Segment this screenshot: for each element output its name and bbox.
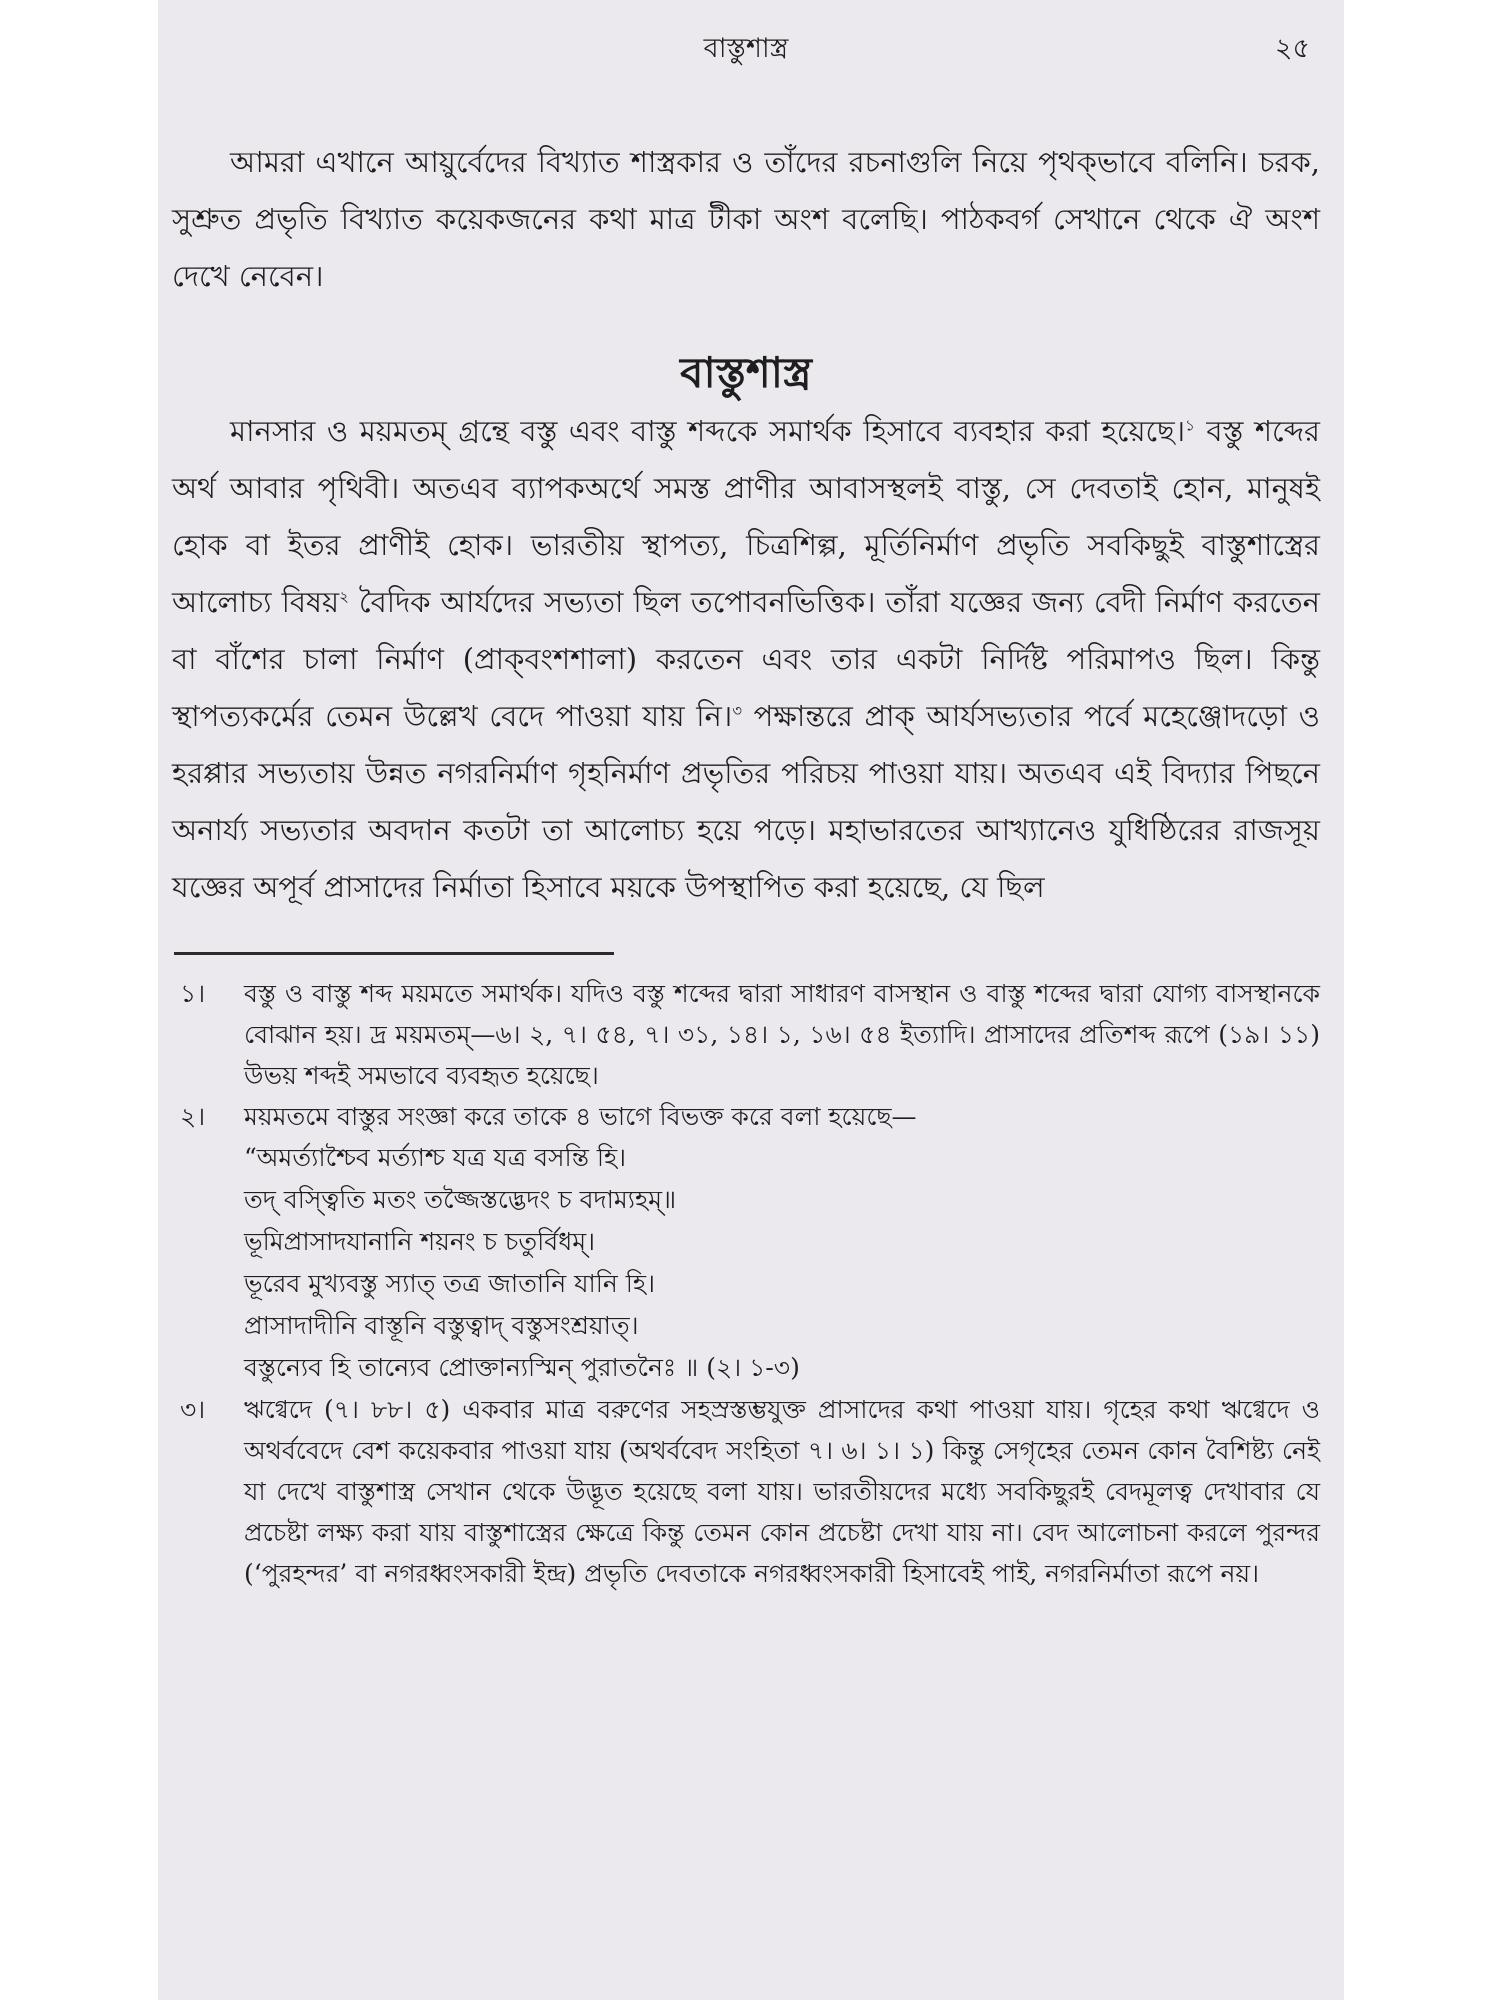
footnote-number: ১।: [180, 979, 206, 1008]
footnote-text: বস্তু ও বাস্তু শব্দ ময়মতে সমার্থক। যদিও বস্তু শব্দের দ্বারা সাধারণ বাসস্থান ও বাস্তু শব্দের দ্বারা যোগ্য বাসস্থানকে বোঝান হয়। দ্র ময়মতম্‌—৬। ২, ৭। ৫৪, ৭। ৩১, ১৪। ১, ১৬। ৫৪ ইত্যাদি। প্রাসাদের প্রতিশব্দ রূপে (১৯। ১১) উভয় শব্দই সমভাবে ব্যবহৃত হয়েছে।: [244, 979, 1320, 1090]
verse-line: প্রাসাদাদীনি বাস্তূনি বস্তুত্বাদ্‌ বস্তুসংশ্রয়াত্‌।: [244, 1311, 639, 1340]
page-number: ২৫: [1274, 33, 1310, 64]
footnote-number: ২।: [180, 1102, 206, 1131]
footnote-ref-1: ১: [1185, 416, 1195, 435]
body-text-3: বৈদিক আর্যদের সভ্যতা ছিল তপোবনভিত্তিক। তাঁরা যজ্ঞের জন্য বেদী নির্মাণ করতেন বা বাঁশের চালা নির্মাণ (প্রাক্‌বংশশালা) করতেন এবং তার একটা নির্দিষ্ট পরিমাপও ছিল। কিন্তু স্থাপত্যকর্মের তেমন উল্লেখ বেদে পাওয়া যায় নি।: [172, 585, 1320, 733]
verse-line: “অমর্ত্যাশ্চৈব মর্ত্যাশ্চ যত্র যত্র বসন্তি হি।: [244, 1143, 627, 1172]
verse-line: ভূরেব মুখ্যবস্তু স্যাত্‌ তত্র জাতানি যানি হি।: [244, 1269, 656, 1298]
book-page: [158, 0, 1344, 2000]
body-paragraph: [172, 403, 1320, 916]
footnote-divider: [174, 952, 614, 955]
running-title: বাস্তুশাস্ত্র: [703, 33, 789, 64]
intro-paragraph: আমরা এখানে আয়ুর্বেদের বিখ্যাত শাস্ত্রকার ও তাঁদের রচনাগুলি নিয়ে পৃথক্‌ভাবে বলিনি। চরক, সুশ্রুত প্রভৃতি বিখ্যাত কয়েকজনের কথা মাত্র টীকা অংশ বলেছি। পাঠকবর্গ সেখানে থেকে ঐ অংশ দেখে নেবেন।: [172, 145, 1320, 293]
verse-line: ভূমিপ্রাসাদযানানি শয়নং চ চতুর্বিধম্‌।: [244, 1227, 596, 1256]
footnote-ref-3: ৩: [732, 701, 742, 720]
sanskrit-verse: [172, 1137, 1320, 1389]
footnote-number: ৩।: [180, 1395, 206, 1424]
verse-line: বস্তুন্যেব হি তান্যেব প্রোক্তান্যস্মিন্‌ পুরাতনৈঃ ॥ (২। ১-৩): [244, 1353, 800, 1382]
footnote-text: ঋগ্বেদে (৭। ৮৮। ৫) একবার মাত্র বরুণের সহস্রস্তম্ভযুক্ত প্রাসাদের কথা পাওয়া যায়। গৃহের কথা ঋগ্বেদে ও অথর্ববেদে বেশ কয়েকবার পাওয়া যায় (অথর্ববেদ সংহিতা ৭। ৬। ১। ১) কিন্তু সেগৃহের তেমন কোন বৈশিষ্ট্য নেই যা দেখে বাস্তুশাস্ত্র সেখান থেকে উদ্ভূত হয়েছে বলা যায়। ভারতীয়দের মধ্যে সবকিছুরই বেদমূলত্ব দেখাবার যে প্রচেষ্টা লক্ষ্য করা যায় বাস্তুশাস্ত্রের ক্ষেত্রে কিন্তু তেমন কোন প্রচেষ্টা দেখা যায় না। বেদ আলোচনা করলে পুরন্দর (‘পুরহন্দর’ বা নগরধ্বংসকারী ইন্দ্র) প্রভৃতি দেবতাকে নগরধ্বংসকারী হিসাবেই পাই, নগরনির্মাতা রূপে নয়।: [244, 1395, 1320, 1588]
verse-line: তদ্‌ বস্ত্বিতি মতং তজ্জৈস্তদ্ভেদং চ বদাম্যহম্‌॥: [244, 1185, 677, 1214]
footnote-ref-2: ২: [339, 587, 349, 606]
footnotes: [172, 973, 1320, 1594]
body-text-1: মানসার ও ময়মতম্‌ গ্রন্থে বস্তু এবং বাস্তু শব্দকে সমার্থক হিসাবে ব্যবহার করা হয়েছে।: [230, 414, 1186, 448]
body-text-2: বস্তু শব্দের অর্থ আবার পৃথিবী। অতএব ব্যাপকঅর্থে সমস্ত প্রাণীর আবাসস্থলই বাস্তু, সে দেবতাই হোন, মানুষই হোক বা ইতর প্রাণীই হোক। ভারতীয় স্থাপত্য, চিত্রশিল্প, মূর্তিনির্মাণ প্রভৃতি সবকিছুই বাস্তুশাস্ত্রের আলোচ্য বিষয়: [172, 414, 1320, 619]
section-heading: বাস্তুশাস্ত্র: [680, 348, 812, 397]
running-header: [172, 24, 1320, 76]
footnote-text: ময়মতমে বাস্তুর সংজ্ঞা করে তাকে ৪ ভাগে বিভক্ত করে বলা হয়েছে—: [244, 1102, 917, 1131]
footnote-2: [172, 1096, 1320, 1137]
footnote-3: [172, 1389, 1320, 1594]
footnote-1: [172, 973, 1320, 1096]
body-text-4: পক্ষান্তরে প্রাক্‌ আর্যসভ্যতার পর্বে মহেঞ্জোদড়ো ও হরপ্পার সভ্যতায় উন্নত নগরনির্মাণ গৃহনির্মাণ প্রভৃতির পরিচয় পাওয়া যায়। অতএব এই বিদ্যার পিছনে অনার্য্য সভ্যতার অবদান কতটা তা আলোচ্য হয়ে পড়ে। মহাভারতের আখ্যানেও যুধিষ্ঠিরের রাজসূয় যজ্ঞের অপূর্ব প্রাসাদের নির্মাতা হিসাবে ময়কে উপস্থাপিত করা হয়েছে, যে ছিল: [172, 699, 1320, 904]
